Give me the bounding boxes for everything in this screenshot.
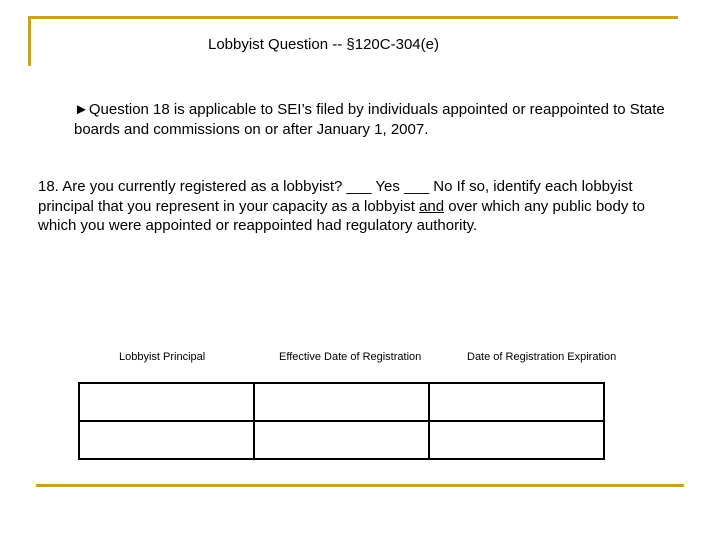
cell-lobbyist-principal[interactable]	[79, 383, 254, 421]
table-row	[79, 421, 604, 459]
applicability-note: ►Question 18 is applicable to SEI’s filed by individuals appointed or reappointed to State boards and commissions on or after January 1, 2007.	[74, 101, 665, 138]
left-rule	[28, 16, 31, 66]
cell-expiration-date[interactable]	[429, 421, 604, 459]
header-lobbyist-principal: Lobbyist Principal	[119, 351, 206, 363]
cell-effective-date[interactable]	[254, 383, 429, 421]
cell-effective-date[interactable]	[254, 421, 429, 459]
cell-lobbyist-principal[interactable]	[79, 421, 254, 459]
cell-expiration-date[interactable]	[429, 383, 604, 421]
registration-table	[78, 382, 605, 460]
table-row	[79, 383, 604, 421]
question-18	[38, 177, 678, 236]
slide-title: Lobbyist Question -- §120C-304(e)	[208, 36, 439, 53]
header-expiration-date: Date of Registration Expiration	[467, 351, 617, 363]
question-emphasis-and: and	[419, 197, 445, 215]
question-text-start: 18. Are you currently registered as a lobbyist? ___ Yes ___ No If so, identify each lobbyist principal that you represent in your capacity as a lobbyist	[38, 178, 633, 215]
question-text-end: over which any public body to which you were appointed or reappointed had regulatory authority.	[38, 197, 646, 234]
header-effective-date: Effective Date of Registration	[279, 351, 422, 363]
bottom-rule	[36, 484, 684, 487]
top-rule	[28, 16, 678, 19]
